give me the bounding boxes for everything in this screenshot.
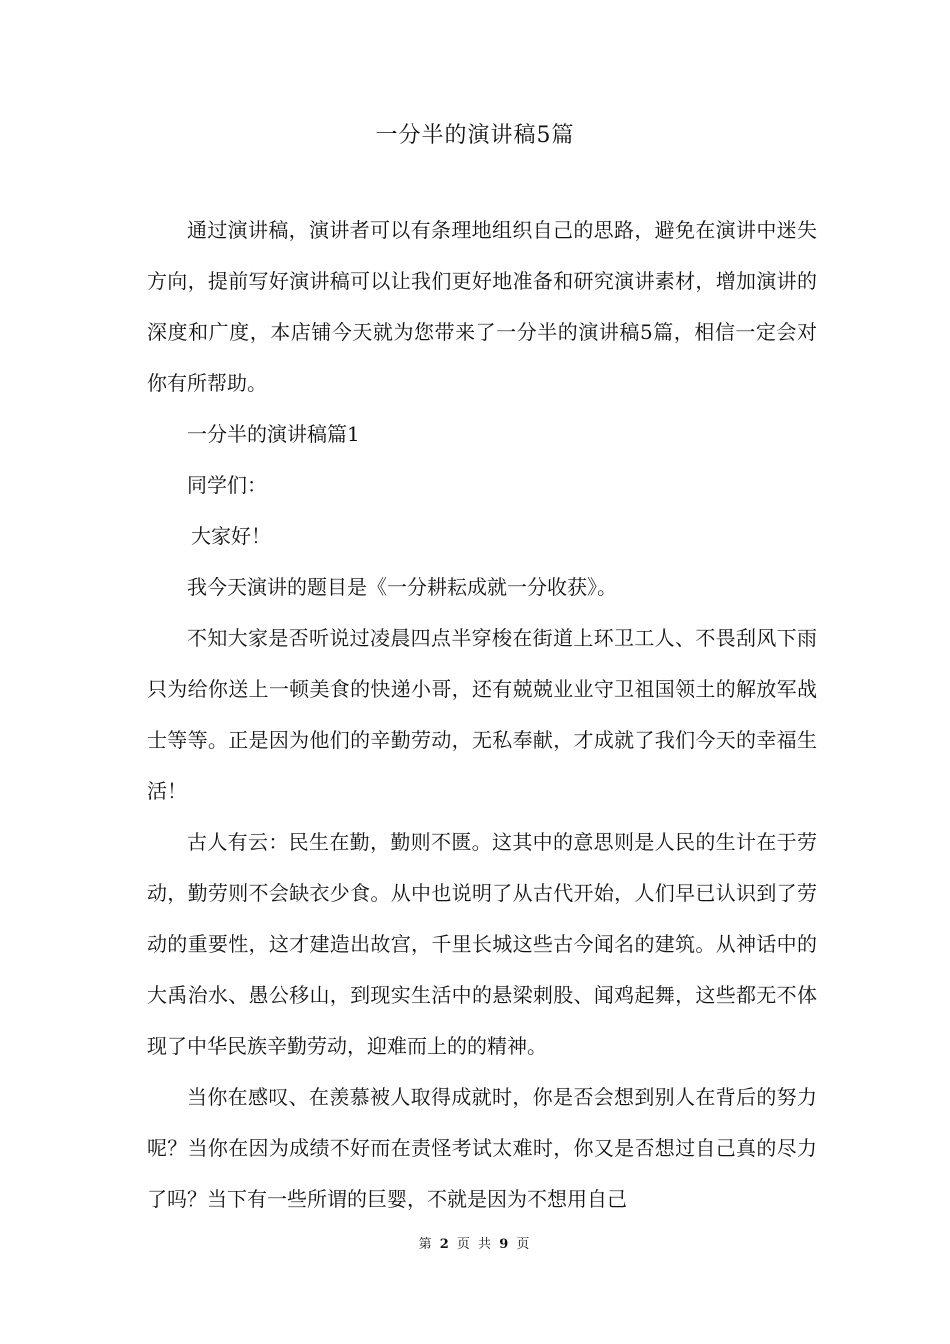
footer-middle: 页 共 — [456, 1237, 494, 1252]
total-page-number: 9 — [499, 1237, 511, 1252]
body-paragraph: 当你在感叹、在羡慕被人取得成就时，你是否会想到别人在背后的努力呢？当你在因为成绩不好而在责怪考试太难时，你又是否想过自己真的尽力了吗？当下有一些所谓的巨婴，不就是因为不想用自己 — [147, 1085, 817, 1211]
body-paragraph: 古人有云：民生在勤，勤则不匮。这其中的意思则是人民的生计在于劳动，勤劳则不会缺衣少食。从中也说明了从古代开始，人们早已认识到了劳动的重要性，这才建造出故宫，千里长城这些古今闻名的建筑。从神话中的大禹治水、愚公移山，到现实生活中的悬梁刺股、闻鸡起舞，这些都无不体现了中华民族辛勤劳动，迎难而上的的精神。 — [147, 830, 817, 1058]
footer-prefix: 第 — [418, 1237, 434, 1252]
intro-paragraph: 通过演讲稿，演讲者可以有条理地组织自己的思路，避免在演讲中迷失方向，提前写好演讲稿可以让我们更好地准备和研究演讲素材，增加演讲的深度和广度，本店铺今天就为您带来了一分半的演讲稿5篇，相信一定会对你有所帮助。 — [147, 218, 817, 395]
document-body — [147, 205, 817, 1225]
speech-topic: 我今天演讲的题目是《一分耕耘成就一分收获》。 — [187, 575, 617, 599]
body-paragraph: 不知大家是否听说过凌晨四点半穿梭在街道上环卫工人、不畏刮风下雨只为给你送上一顿美食的快递小哥，还有兢兢业业守卫祖国领土的解放军战士等等。正是因为他们的辛勤劳动，无私奉献，才成就了我们今天的幸福生活！ — [147, 626, 817, 803]
footer-suffix: 页 — [516, 1237, 532, 1252]
salutation: 同学们： — [187, 473, 267, 497]
section-heading: 一分半的演讲稿篇1 — [187, 422, 360, 446]
page-footer — [0, 1233, 950, 1252]
document-title: 一分半的演讲稿5篇 — [375, 123, 575, 148]
current-page-number: 2 — [439, 1237, 451, 1252]
greeting: 大家好！ — [191, 524, 271, 548]
